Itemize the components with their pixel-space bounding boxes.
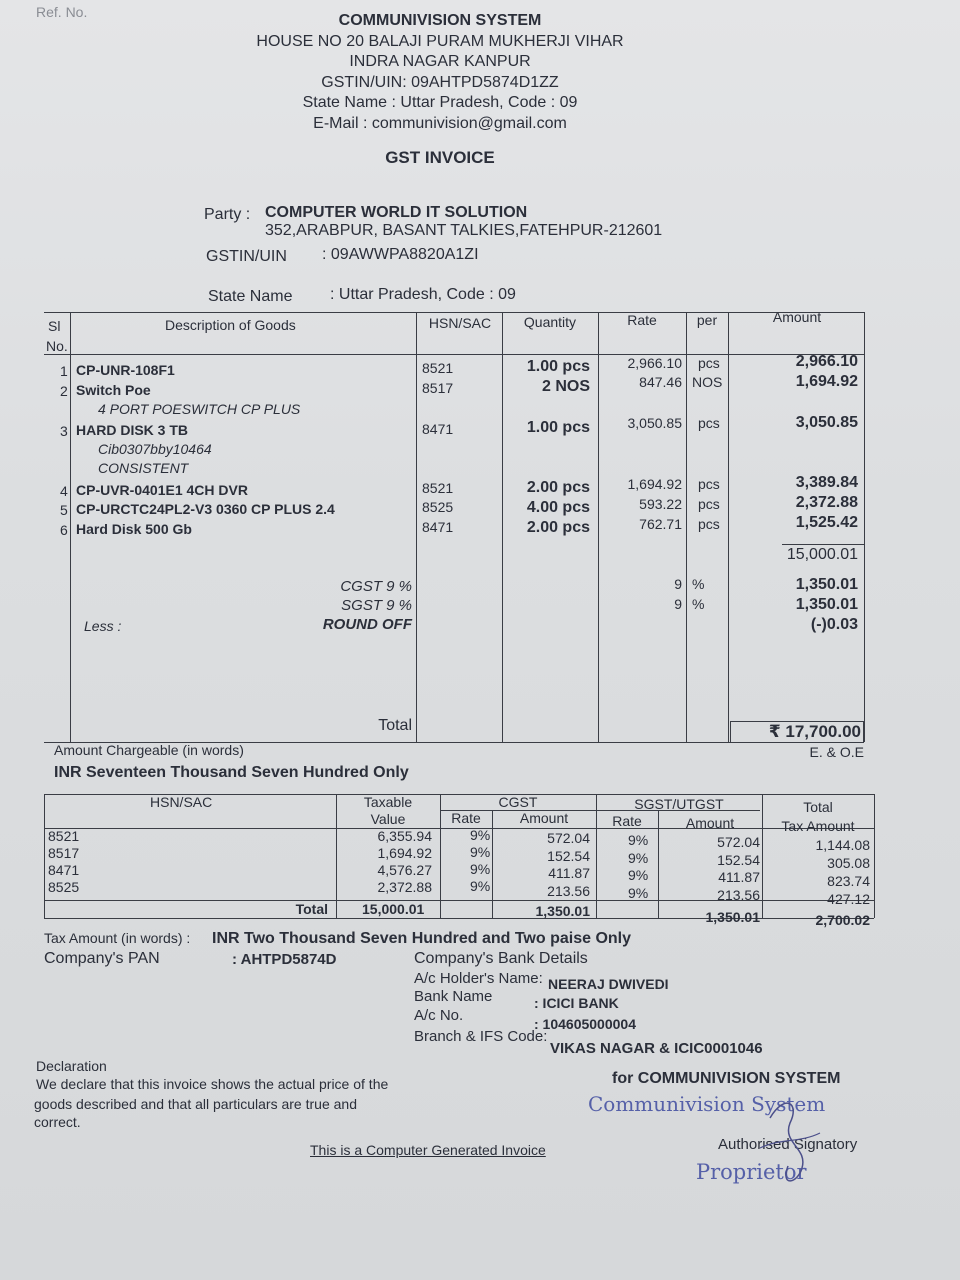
tax-row-total: 1,144.08: [815, 837, 870, 853]
tax-row-cgst-rate: 9%: [470, 827, 491, 843]
tax-row-hsn: 8525: [48, 879, 80, 895]
item-amount: 2,372.88: [795, 494, 858, 511]
item-hsn: 8517: [422, 380, 454, 396]
tax-row-taxable: 6,355.94: [377, 828, 432, 844]
tax-row-sgst-amount: 572.04: [717, 834, 760, 850]
item-description: CP-UNR-108F1: [76, 362, 175, 378]
company-state: State Name : Uttar Pradesh, Code : 09: [302, 94, 578, 111]
document-title: GST INVOICE: [385, 148, 495, 167]
tax-row-hsn: 8517: [48, 845, 80, 861]
company-gstin: GSTIN/UIN: 09AHTPD5874D1ZZ: [321, 74, 559, 91]
cgst-pct: %: [692, 576, 705, 592]
party-label: Party :: [204, 206, 251, 223]
item-amount: 2,966.10: [795, 353, 858, 370]
item-sl: 2: [60, 383, 68, 399]
tax-row-sgst-amount: 411.87: [718, 869, 760, 885]
tax-row-sgst-rate: 9%: [628, 832, 649, 848]
bank-holder-value: NEERAJ DWIVEDI: [548, 976, 669, 992]
col-header-hsn: HSN/SAC: [428, 315, 492, 331]
bank-account-label: A/c No.: [414, 1007, 464, 1024]
signature-icon: [740, 1088, 830, 1198]
tax-row-total: 427.12: [827, 891, 870, 907]
item-rate: 2,966.10: [627, 355, 682, 371]
party-gstin-value: : 09AWWPA8820A1ZI: [322, 246, 479, 263]
tax-row-cgst-rate: 9%: [470, 844, 491, 860]
tax-col-cgst-rate: Rate: [451, 810, 481, 826]
company-address-line1: HOUSE NO 20 BALAJI PURAM MUKHERJI VIHAR: [256, 33, 624, 50]
tax-col-sgst: SGST/UTGST: [634, 796, 724, 812]
item-quantity: 2 NOS: [541, 378, 590, 395]
subtotal-amount: 15,000.01: [786, 546, 858, 563]
for-company: for COMMUNIVISION SYSTEM: [612, 1070, 841, 1087]
tax-row-sgst-amount: 213.56: [717, 886, 760, 903]
tax-col-taxable: Taxable: [363, 794, 413, 810]
item-per: pcs: [698, 355, 720, 371]
tax-total-column: [762, 836, 870, 908]
company-address-line2: INDRA NAGAR KANPUR: [349, 53, 531, 70]
item-sl: 5: [60, 502, 68, 518]
declaration-line3: correct.: [34, 1114, 81, 1130]
tax-total-amount: 2,700.02: [815, 912, 870, 928]
declaration-title: Declaration: [36, 1058, 107, 1074]
tax-row-taxable: 4,576.27: [377, 862, 432, 878]
tax-row-taxable: 1,694.92: [377, 845, 432, 861]
item-amount: 3,389.84: [795, 474, 858, 491]
cgst-rate: 9: [674, 576, 682, 592]
sgst-label: SGST 9 %: [341, 597, 412, 614]
tax-hsn-column: [48, 828, 79, 896]
item-sl: 4: [60, 483, 68, 499]
item-description: HARD DISK 3 TB: [76, 422, 189, 438]
item-hsn: 8521: [422, 480, 454, 496]
sgst-amount: 1,350.01: [795, 596, 858, 613]
item-sl: 1: [60, 363, 68, 379]
tax-row-hsn: 8471: [48, 862, 80, 878]
tax-col-sgst-amount: Amount: [685, 815, 735, 831]
tax-col-value: Value: [370, 811, 406, 827]
col-header-per: per: [696, 312, 718, 328]
item-note: Cib0307bby10464: [98, 441, 212, 457]
item-per: pcs: [698, 496, 720, 512]
item-quantity: 2.00 pcs: [526, 479, 590, 496]
item-description: Switch Poe: [76, 382, 151, 398]
tax-row-hsn: 8521: [48, 828, 80, 844]
item-hsn: 8471: [422, 519, 454, 535]
item-description: CP-URCTC24PL2-V3 0360 CP PLUS 2.4: [76, 501, 335, 517]
item-amount: 1,694.92: [795, 373, 858, 390]
tax-col-sgst-rate: Rate: [612, 813, 642, 829]
bank-holder-label: A/c Holder's Name:: [414, 970, 543, 987]
proprietor-stamp: Proprietor: [696, 1160, 807, 1184]
cgst-label: CGST 9 %: [340, 578, 412, 595]
tax-row-sgst-rate: 9%: [628, 849, 649, 866]
amount-words-value: INR Seventeen Thousand Seven Hundred Only: [54, 764, 409, 781]
item-note: 4 PORT POESWITCH CP PLUS: [98, 401, 301, 417]
item-quantity: 2.00 pcs: [526, 519, 590, 536]
round-off-amount: (-)0.03: [810, 616, 858, 633]
item-note: CONSISTENT: [98, 460, 189, 476]
item-amount: 1,525.42: [795, 514, 858, 531]
party-state-value: : Uttar Pradesh, Code : 09: [330, 286, 516, 303]
item-sl: 6: [60, 522, 68, 538]
item-rate: 762.71: [639, 516, 682, 532]
tax-cgst-rate-column: [470, 827, 490, 895]
tax-words-value: INR Two Thousand Seven Hundred and Two paise Only: [212, 930, 631, 947]
bank-branch-label: Branch & IFS Code:: [414, 1028, 548, 1045]
sgst-rate: 9: [674, 596, 682, 612]
col-header-rate: Rate: [627, 312, 657, 328]
less-label: Less :: [84, 618, 122, 634]
bank-account-value: : 104605000004: [534, 1016, 636, 1032]
party-name: COMPUTER WORLD IT SOLUTION: [265, 204, 528, 221]
item-per: pcs: [698, 476, 720, 492]
party-state-label: State Name: [208, 288, 293, 305]
tax-col-cgst: CGST: [498, 794, 538, 810]
col-header-sl-no: No.: [46, 338, 68, 354]
ref-no-label: Ref. No.: [36, 4, 88, 20]
tax-col-cgst-amount: Amount: [519, 810, 569, 826]
bank-name-label: Bank Name: [414, 988, 493, 1005]
tax-sgst-rate-column: [628, 832, 648, 902]
item-per: pcs: [698, 516, 720, 532]
tax-total-cgst: 1,350.01: [535, 903, 590, 919]
eoe-label: E. & O.E: [809, 744, 864, 760]
tax-col-total: Total: [803, 799, 833, 815]
tax-row-cgst-rate: 9%: [470, 861, 491, 877]
cgst-amount: 1,350.01: [795, 576, 858, 593]
tax-row-cgst-amount: 411.87: [548, 865, 590, 881]
item-quantity: 1.00 pcs: [526, 419, 590, 436]
total-label: Total: [378, 717, 412, 734]
party-address: 352,ARABPUR, BASANT TALKIES,FATEHPUR-212601: [265, 222, 663, 239]
tax-row-sgst-amount: 152.54: [717, 851, 760, 868]
bank-branch-value: VIKAS NAGAR & ICIC0001046: [550, 1040, 763, 1057]
amount-words-label: Amount Chargeable (in words): [54, 742, 244, 758]
declaration-line2: goods described and that all particulars are true and: [34, 1096, 357, 1112]
tax-total-sgst: 1,350.01: [705, 909, 760, 925]
bank-details-title: Company's Bank Details: [414, 950, 588, 967]
pan-label: Company's PAN: [44, 950, 160, 967]
grand-total-amount: ₹ 17,700.00: [730, 721, 864, 743]
round-off-label: ROUND OFF: [322, 616, 412, 633]
item-rate: 1,694.92: [627, 476, 682, 492]
tax-row-sgst-rate: 9%: [628, 867, 649, 883]
item-hsn: 8525: [422, 499, 454, 515]
company-stamp-name: Communivision System: [588, 1092, 826, 1116]
col-header-description: Description of Goods: [165, 317, 296, 333]
tax-row-cgst-amount: 572.04: [547, 830, 590, 846]
company-email: E-Mail : communivision@gmail.com: [313, 115, 567, 132]
tax-col-hsn: HSN/SAC: [150, 794, 213, 810]
tax-row-total: 305.08: [827, 855, 870, 871]
item-description: CP-UVR-0401E1 4CH DVR: [76, 482, 248, 498]
item-hsn: 8521: [422, 360, 454, 376]
item-quantity: 1.00 pcs: [526, 358, 590, 375]
party-gstin-label: GSTIN/UIN: [206, 248, 287, 265]
authorised-signatory: Authorised Signatory: [718, 1136, 858, 1153]
pan-value: : AHTPD5874D: [232, 951, 337, 968]
tax-cgst-amount-column: [492, 830, 590, 900]
item-rate: 593.22: [639, 496, 682, 512]
item-per: pcs: [698, 415, 720, 431]
computer-generated-note: This is a Computer Generated Invoice: [310, 1142, 546, 1158]
item-description: Hard Disk 500 Gb: [76, 521, 192, 537]
tax-total-taxable: 15,000.01: [362, 901, 425, 917]
item-amount: 3,050.85: [795, 414, 858, 431]
tax-sgst-amount-column: [658, 834, 760, 904]
tax-words-label: Tax Amount (in words) :: [44, 930, 191, 946]
bank-name-value: : ICICI BANK: [534, 995, 619, 1011]
tax-total-label: Total: [295, 901, 328, 917]
company-name: COMMUNIVISION SYSTEM: [338, 12, 542, 29]
declaration-line1: We declare that this invoice shows the actual price of the: [36, 1076, 389, 1092]
tax-row-taxable: 2,372.88: [377, 879, 432, 895]
item-rate: 3,050.85: [627, 415, 682, 431]
item-per: NOS: [692, 374, 723, 390]
tax-row-cgst-rate: 9%: [470, 878, 491, 894]
sgst-pct: %: [692, 596, 705, 612]
item-hsn: 8471: [422, 421, 454, 437]
col-header-amount: Amount: [772, 309, 822, 325]
tax-col-total-amount: Tax Amount: [781, 818, 855, 834]
tax-row-total: 823.74: [827, 873, 870, 889]
tax-row-sgst-rate: 9%: [628, 884, 649, 901]
tax-taxable-column: [336, 828, 432, 896]
item-quantity: 4.00 pcs: [526, 499, 590, 516]
item-sl: 3: [60, 423, 68, 439]
item-rate: 847.46: [639, 374, 682, 390]
tax-row-cgst-amount: 152.54: [547, 847, 590, 864]
col-header-sl: Sl: [48, 318, 61, 334]
col-header-quantity: Quantity: [523, 314, 577, 330]
tax-row-cgst-amount: 213.56: [547, 882, 590, 899]
